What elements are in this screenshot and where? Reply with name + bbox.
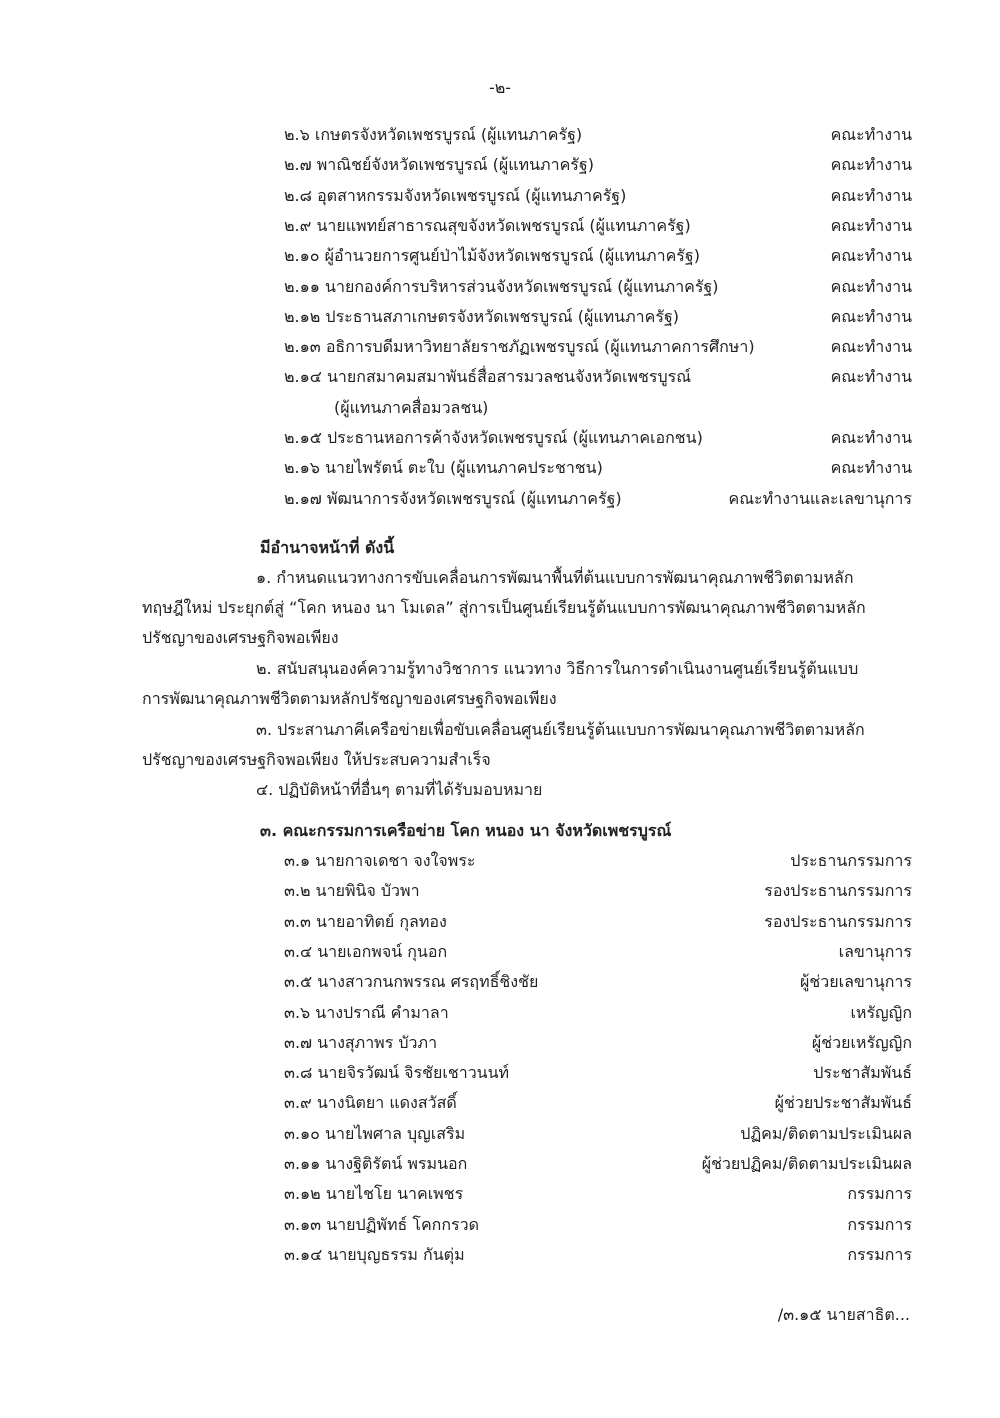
member-label: ๒.๑๕ ประธานหอการค้าจังหวัดเพชรบูรณ์ (ผู้แทนภาคเอกชน) [284, 428, 703, 447]
member-position: ปฏิคม/ติดตามประเมินผล [740, 1123, 912, 1143]
member-name: ๓.๑๐ นายไพศาล บุญเสริม [284, 1123, 466, 1143]
committee-member-row [284, 1088, 912, 1118]
member-name: ๓.๔ นายเอกพจน์ กุนอก [284, 941, 448, 961]
member-role: คณะทำงาน [830, 428, 912, 447]
working-group-row [284, 241, 912, 271]
member-role: คณะทำงาน [830, 185, 912, 205]
working-group-row [284, 332, 912, 362]
member-label: ๒.๘ อุตสาหกรรมจังหวัดเพชรบูรณ์ (ผู้แทนภาครัฐ) [284, 185, 627, 205]
member-position: กรรมการ [847, 1214, 912, 1234]
member-name: ๓.๒ นายพินิจ บัวพา [284, 881, 420, 901]
duty-line: ๔. ปฏิบัติหน้าที่อื่นๆ ตามที่ได้รับมอบหมาย [256, 780, 543, 799]
committee-member-row [284, 1179, 912, 1209]
continuation-marker: /๓.๑๕ นายสาธิต... [777, 1305, 910, 1324]
member-label: ๒.๑๓ อธิการบดีมหาวิทยาลัยราชภัฏเพชรบูรณ์ (ผู้แทนภาคการศึกษา) [284, 337, 755, 357]
duties-heading: มีอำนาจหน้าที่ ดังนี้ [260, 538, 395, 557]
committee-member-row [284, 1210, 912, 1240]
duty-item [142, 654, 912, 714]
working-group-row [284, 302, 912, 332]
working-group-row [284, 211, 912, 241]
duty-line: ๑. กำหนดแนวทางการขับเคลื่อนการพัฒนาพื้นที่ต้นแบบการพัฒนาคุณภาพชีวิตตามหลัก [256, 568, 854, 587]
member-name: ๓.๑๒ นายไชโย นาคเพชร [284, 1184, 464, 1204]
committee-member-row [284, 1119, 912, 1149]
duty-line: ปรัชญาของเศรษฐกิจพอเพียง ให้ประสบความสำเร็จ [142, 750, 491, 769]
committee-member-row [284, 1240, 912, 1270]
committee-member-row [284, 967, 912, 997]
member-position: ผู้ช่วยปฏิคม/ติดตามประเมินผล [701, 1154, 912, 1173]
member-name: ๓.๘ นายจิรวัฒน์ จิรชัยเชาวนนท์ [284, 1063, 510, 1083]
member-role: คณะทำงาน [830, 155, 912, 175]
member-role: คณะทำงาน [830, 458, 912, 478]
member-role: คณะทำงาน [830, 367, 912, 387]
member-label: ๒.๗ พาณิชย์จังหวัดเพชรบูรณ์ (ผู้แทนภาครัฐ) [284, 155, 594, 175]
member-name: ๓.๙ นางนิตยา แดงสวัสดิ์ [284, 1093, 457, 1113]
committee-member-row [284, 1058, 912, 1088]
member-label: ๒.๑๑ นายกองค์การบริหารส่วนจังหวัดเพชรบูรณ์ (ผู้แทนภาครัฐ) [284, 276, 719, 296]
member-position: เลขานุการ [838, 941, 912, 961]
working-group-row [284, 362, 912, 392]
member-name: ๓.๕ นางสาวกนกพรรณ ศรฤทธิ์ชิงชัย [284, 972, 539, 992]
member-role: คณะทำงาน [830, 246, 912, 266]
member-position: รองประธานกรรมการ [764, 881, 912, 901]
duty-line: ๒. สนับสนุนองค์ความรู้ทางวิชาการ แนวทาง วิธีการในการดำเนินงานศูนย์เรียนรู้ต้นแบบ [256, 659, 859, 678]
working-group-row [284, 150, 912, 180]
member-position: ประธานกรรมการ [790, 851, 912, 870]
member-name: ๓.๑๓ นายปฏิพัทธ์ โคกกรวด [284, 1214, 479, 1234]
member-position: ผู้ช่วยเหรัญญิก [811, 1032, 912, 1052]
duty-line: ๓. ประสานภาคีเครือข่ายเพื่อขับเคลื่อนศูนย์เรียนรู้ต้นแบบการพัฒนาคุณภาพชีวิตตามหลัก [256, 720, 865, 739]
member-role: คณะทำงาน [830, 276, 912, 296]
committee-member-row [284, 1028, 912, 1058]
member-position: รองประธานกรรมการ [764, 911, 912, 931]
member-label: ๒.๑๔ นายกสมาคมสมาพันธ์สื่อสารมวลชนจังหวัดเพชรบูรณ์ [284, 367, 692, 387]
member-name: ๓.๑๑ นางฐิติรัตน์ พรมนอก [284, 1154, 468, 1173]
member-position: ผู้ช่วยประชาสัมพันธ์ [774, 1093, 912, 1113]
duty-line: ปรัชญาของเศรษฐกิจพอเพียง [142, 628, 339, 647]
member-position: ประชาสัมพันธ์ [813, 1063, 912, 1083]
member-name: ๓.๑๔ นายบุญธรรม กันตุ่ม [284, 1244, 465, 1264]
duty-line: ทฤษฎีใหม่ ประยุกต์สู่ “โคก หนอง นา โมเดล” สู่การเป็นศูนย์เรียนรู้ต้นแบบการพัฒนาคุณภาพชีวิตตามหลัก [142, 598, 866, 617]
committee-member-row [284, 1149, 912, 1179]
working-group-row [284, 120, 912, 150]
duty-item [142, 715, 912, 775]
member-position: ผู้ช่วยเลขานุการ [800, 972, 912, 992]
working-group-row [284, 484, 912, 514]
member-label: ๒.๙ นายแพทย์สาธารณสุขจังหวัดเพชรบูรณ์ (ผู้แทนภาครัฐ) [284, 215, 691, 235]
duty-line: การพัฒนาคุณภาพชีวิตตามหลักปรัชญาของเศรษฐกิจพอเพียง [142, 689, 557, 708]
member-role: คณะทำงาน [830, 337, 912, 357]
working-group-row [284, 423, 912, 453]
member-position: เหรัญญิก [850, 1002, 912, 1022]
member-label: ๒.๑๐ ผู้อำนวยการศูนย์ป่าไม้จังหวัดเพชรบูรณ์ (ผู้แทนภาครัฐ) [284, 246, 700, 266]
committee-member-row [284, 998, 912, 1028]
member-role: คณะทำงาน [830, 125, 912, 144]
working-group-row [284, 272, 912, 302]
member-role: คณะทำงาน [830, 306, 912, 326]
member-label: ๒.๑๒ ประธานสภาเกษตรจังหวัดเพชรบูรณ์ (ผู้แทนภาครัฐ) [284, 306, 680, 326]
working-group-row [284, 393, 912, 423]
duty-item [142, 563, 912, 653]
member-name: ๓.๗ นางสุภาพร บัวภา [284, 1032, 438, 1052]
member-position: กรรมการ [847, 1184, 912, 1204]
member-name: ๓.๑ นายกาจเดชา จงใจพระ [284, 851, 476, 870]
member-label: (ผู้แทนภาคสื่อมวลชน) [334, 397, 489, 417]
member-name: ๓.๖ นางปราณี คำมาลา [284, 1002, 449, 1022]
duty-item [142, 775, 912, 805]
member-name: ๓.๓ นายอาทิตย์ กุลทอง [284, 911, 447, 931]
committee-member-row [284, 937, 912, 967]
working-group-row [284, 181, 912, 211]
committee-member-row [284, 846, 912, 876]
member-position: กรรมการ [847, 1244, 912, 1264]
network-committee-heading: ๓. คณะกรรมการเครือข่าย โคก หนอง นา จังหวัดเพชรบูรณ์ [260, 821, 672, 840]
member-label: ๒.๑๖ นายไพรัตน์ ตะใบ (ผู้แทนภาคประชาชน) [284, 458, 603, 478]
committee-member-row [284, 907, 912, 937]
member-role: คณะทำงาน [830, 215, 912, 235]
member-label: ๒.๑๗ พัฒนาการจังหวัดเพชรบูรณ์ (ผู้แทนภาครัฐ) [284, 488, 622, 508]
member-role: คณะทำงานและเลขานุการ [728, 488, 912, 508]
committee-member-row [284, 876, 912, 906]
page-number: -๒- [488, 78, 512, 97]
member-label: ๒.๖ เกษตรจังหวัดเพชรบูรณ์ (ผู้แทนภาครัฐ) [284, 125, 583, 144]
working-group-row [284, 453, 912, 483]
